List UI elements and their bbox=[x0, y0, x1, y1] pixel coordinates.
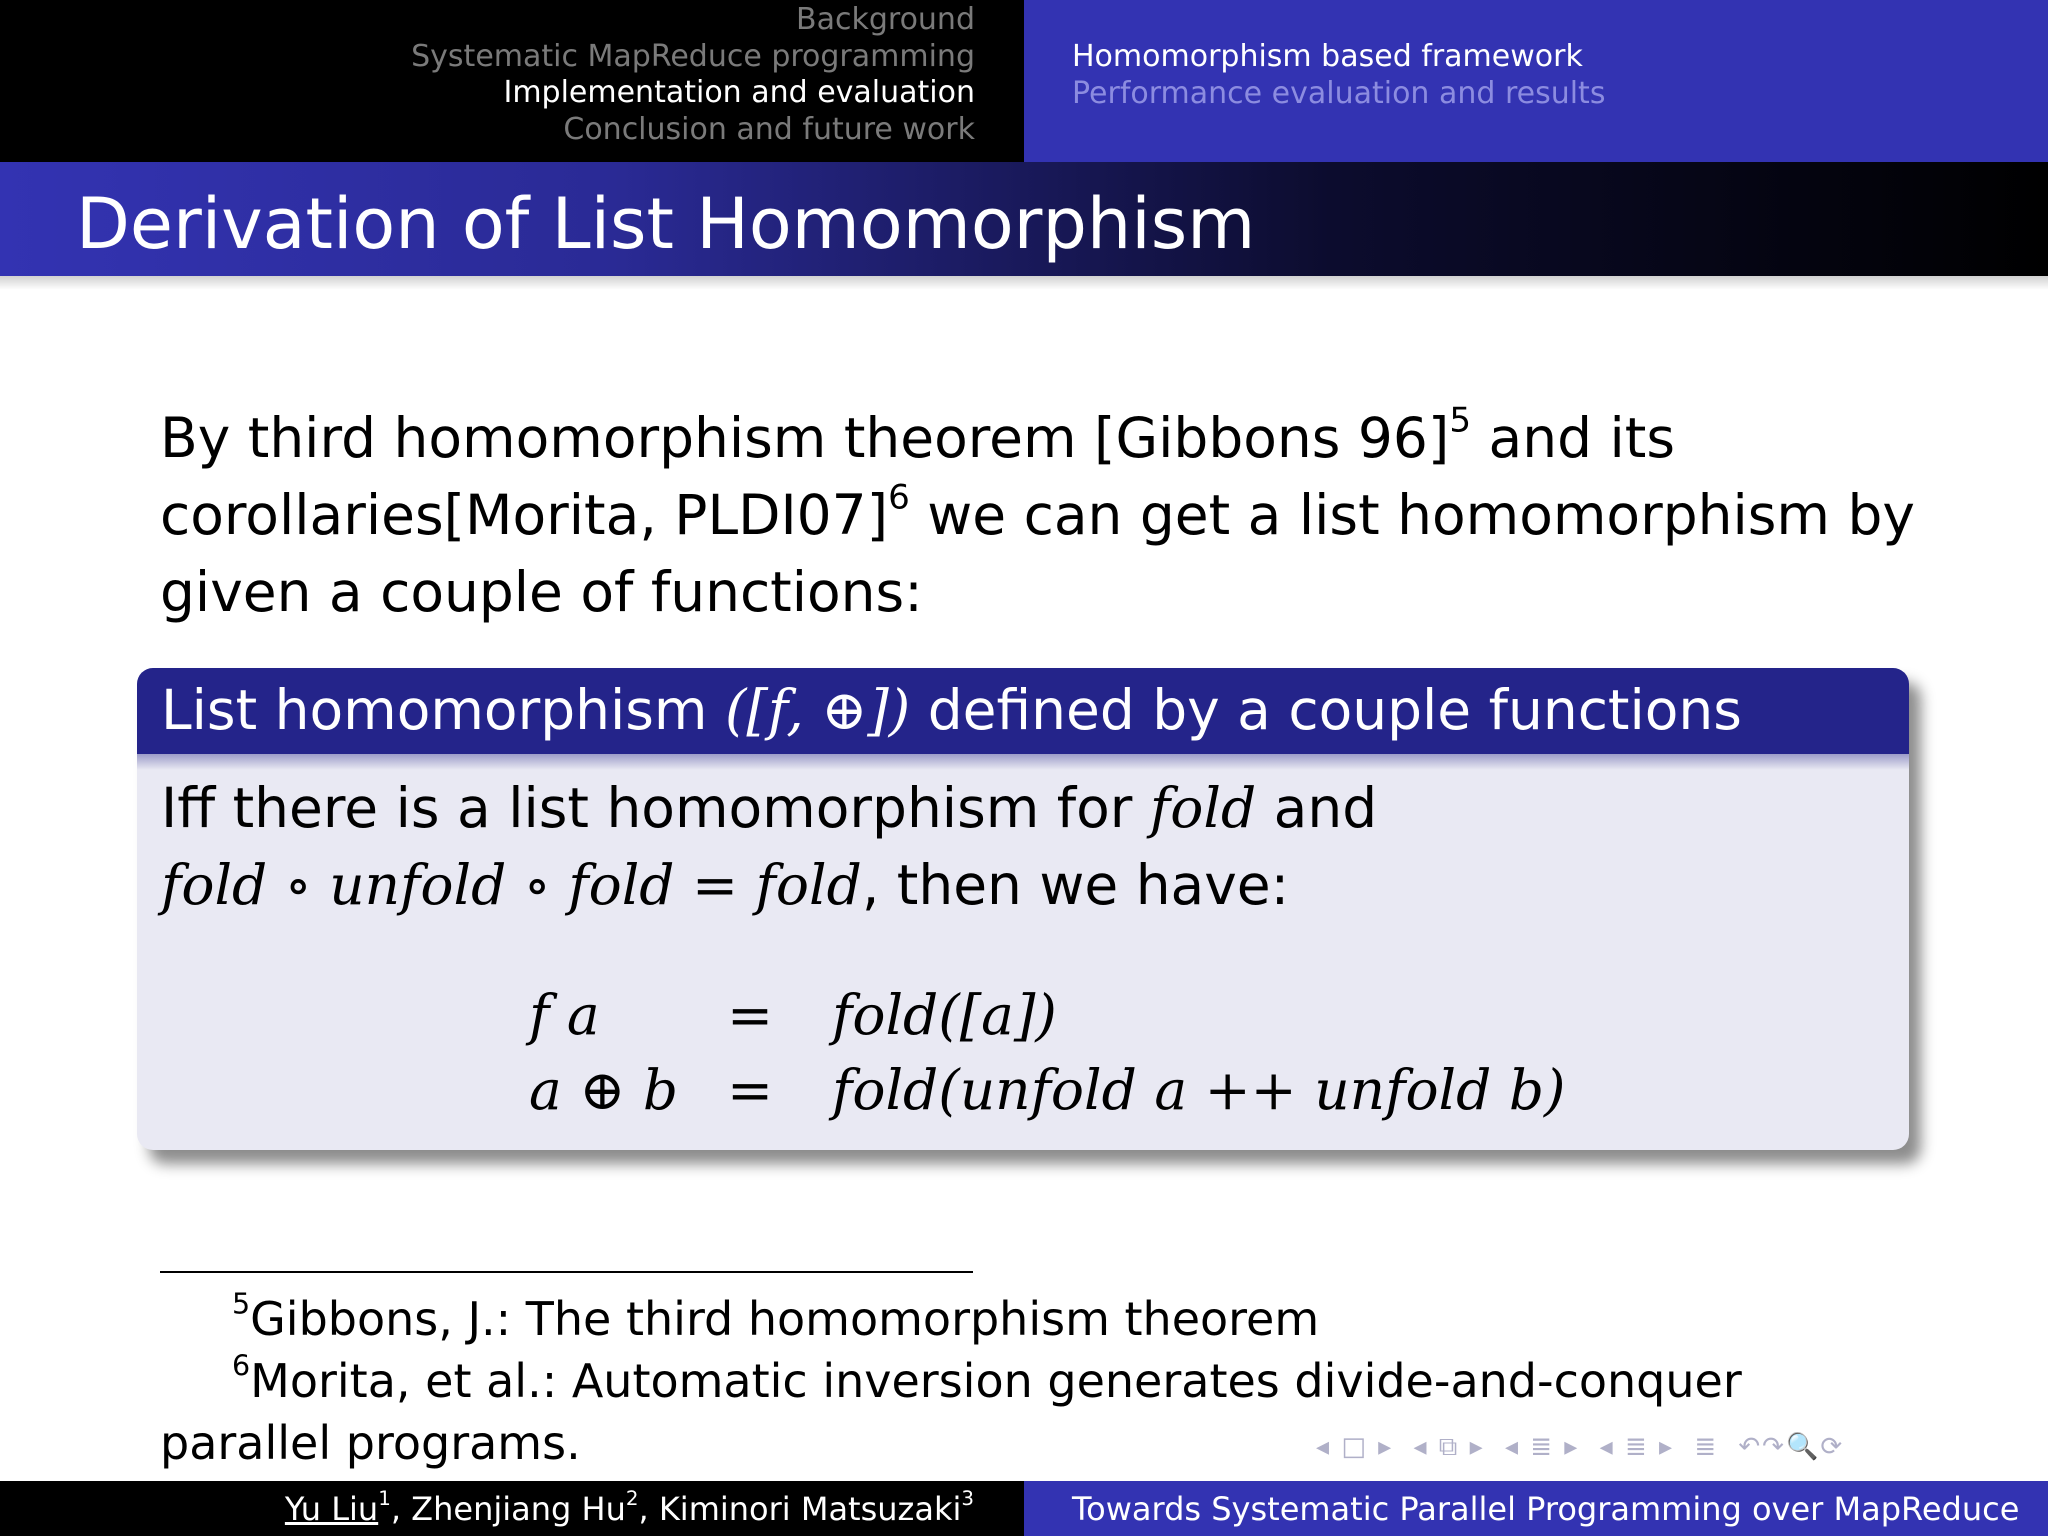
block-title-math: ([f, ⊕]) bbox=[724, 678, 911, 742]
footnote-ref-6[interactable]: 6 bbox=[888, 477, 910, 518]
section-list bbox=[411, 2, 975, 148]
search-icon[interactable]: ↶↷🔍⟳ bbox=[1738, 1432, 1845, 1462]
equation-1-rhs: fold([a]) bbox=[832, 983, 1057, 1047]
title-shadow bbox=[0, 276, 2048, 290]
intro-text: and its bbox=[1471, 406, 1675, 470]
section-nav-icon-2[interactable]: ◂ ≣ ▸ bbox=[1599, 1432, 1675, 1462]
footnote-mark: 6 bbox=[232, 1349, 251, 1383]
nav-section-systematic-mapreduce[interactable]: Systematic MapReduce programming bbox=[411, 38, 975, 74]
intro-line-1 bbox=[160, 400, 1920, 477]
block-title-shadow bbox=[137, 754, 1909, 770]
nav-section-implementation[interactable]: Implementation and evaluation bbox=[503, 75, 975, 110]
section-nav-icon[interactable]: ◂ ≣ ▸ bbox=[1504, 1432, 1580, 1462]
frame-title-bar bbox=[0, 162, 2048, 276]
equation-2-equals: = bbox=[726, 1058, 774, 1122]
slide-title: Derivation of List Homomorphism bbox=[76, 183, 1256, 265]
block-title bbox=[161, 674, 1742, 746]
intro-line-2 bbox=[160, 477, 1920, 554]
author-name: Yu Liu bbox=[284, 1490, 379, 1528]
nav-subsection-homomorphism-framework[interactable]: Homomorphism based framework bbox=[1072, 39, 1583, 74]
block-text: Iff there is a list homomorphism for bbox=[161, 776, 1150, 840]
footer-title-bar bbox=[1024, 1481, 2048, 1536]
author-list bbox=[285, 1487, 974, 1531]
footnote-ref-5[interactable]: 5 bbox=[1449, 400, 1472, 441]
author-name: , Kiminori Matsuzaki bbox=[638, 1490, 962, 1528]
footnote-5 bbox=[160, 1288, 1920, 1350]
subsection-nav-icon[interactable]: ◂ ⧉ ▸ bbox=[1413, 1432, 1485, 1462]
block-title-text: List homomorphism bbox=[161, 678, 725, 742]
section-nav bbox=[0, 0, 1024, 162]
subsection-list bbox=[1072, 39, 1605, 112]
footnote-mark: 5 bbox=[232, 1287, 251, 1321]
author-name: , Zhenjiang Hu bbox=[390, 1490, 626, 1528]
footnote-text: Morita, et al.: Automatic inversion generates divide-and-conquer parallel programs. bbox=[160, 1354, 1742, 1470]
align-icon[interactable]: ≣ bbox=[1694, 1432, 1719, 1462]
subsection-nav bbox=[1024, 0, 2048, 162]
navigation-symbols bbox=[1316, 1432, 1854, 1468]
equation-2-lhs: a ⊕ b bbox=[529, 1058, 679, 1122]
equation-1-lhs: f a bbox=[529, 983, 600, 1047]
intro-text: By third homomorphism theorem [Gibbons 96] bbox=[160, 406, 1450, 470]
intro-line-3: given a couple of functions: bbox=[160, 560, 923, 624]
equation-1-equals: = bbox=[726, 983, 774, 1047]
block-line-2 bbox=[161, 847, 1881, 924]
nav-section-conclusion[interactable]: Conclusion and future work bbox=[563, 111, 975, 147]
intro-paragraph bbox=[160, 400, 1920, 631]
author-affiliation: 2 bbox=[625, 1487, 639, 1511]
frame-nav-icon[interactable]: ◂ □ ▸ bbox=[1316, 1432, 1394, 1462]
author-affiliation: 1 bbox=[378, 1487, 391, 1511]
block-line-1 bbox=[161, 770, 1881, 847]
footnote-text: Gibbons, J.: The third homomorphism theorem bbox=[250, 1292, 1320, 1346]
footnote-rule bbox=[160, 1271, 973, 1273]
nav-subsection-performance-evaluation[interactable]: Performance evaluation and results bbox=[1072, 75, 1606, 111]
equation-2-rhs: fold(unfold a ++ unfold b) bbox=[832, 1058, 1566, 1122]
block-body bbox=[161, 770, 1881, 924]
intro-text: corollaries[Morita, PLDI07] bbox=[160, 483, 889, 547]
nav-section-background[interactable]: Background bbox=[796, 2, 975, 37]
block-title-bar bbox=[137, 668, 1909, 754]
presentation-title: Towards Systematic Parallel Programming over MapReduce bbox=[1072, 1490, 2020, 1528]
author-affiliation: 3 bbox=[961, 1487, 974, 1511]
footer-authors bbox=[0, 1481, 1024, 1536]
block-math: fold ∘ unfold ∘ fold = fold bbox=[161, 853, 862, 917]
block-text: and bbox=[1256, 776, 1378, 840]
intro-text: we can get a list homomorphism by bbox=[909, 483, 1915, 547]
block-text: , then we have: bbox=[861, 853, 1290, 917]
block-title-text: defined by a couple functions bbox=[910, 678, 1742, 742]
block-math: fold bbox=[1149, 776, 1257, 840]
